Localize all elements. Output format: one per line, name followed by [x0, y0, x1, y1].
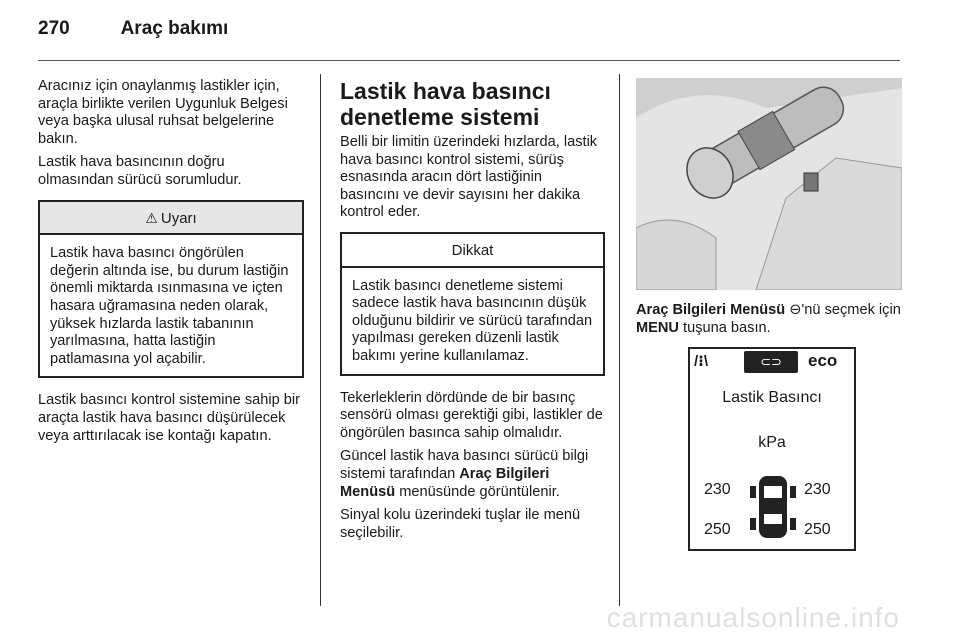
paragraph: Sinyal kolu üzerindeki tuşlar ile menü seçilebilir. — [340, 507, 581, 541]
menu-name: Araç Bilgileri Menüsü — [636, 302, 786, 318]
paragraph: Lastik hava basıncının doğru olmasından sürücü sorumludur. — [38, 154, 242, 188]
notice-title: Dikkat — [342, 234, 603, 268]
page-header — [38, 18, 228, 40]
car-tab-icon: ⊂⊃ — [744, 351, 798, 373]
paragraph: Lastik basıncı kontrol sistemine sahip bir araçta lastik hava basıncı düşürülecek veya arttırılacak ise kontağı kapatın. — [38, 392, 300, 444]
paragraph: Aracınız için onaylanmış lastikler için, araçla birlikte verilen Uygunluk Belgesi veya başka ulusal ruhsat belgelerine bakın. — [38, 78, 288, 147]
header-rule — [38, 60, 900, 61]
notice-box — [340, 232, 605, 376]
column-1 — [38, 78, 304, 451]
caption: Araç Bilgileri Menüsü ⊖'nü seçmek için MENU tuşuna basın. — [636, 302, 901, 336]
eco-tab: eco — [808, 351, 838, 371]
warning-header — [40, 202, 302, 236]
steering-stalk-illustration — [636, 78, 902, 290]
warning-triangle-icon: ⚠ — [145, 209, 158, 226]
rear-left-pressure: 250 — [704, 521, 731, 539]
notice-text: Lastik basıncı denetleme sistemi sadece lastik hava basıncının düşük olduğunu bildirir ve sürücü tarafından yapılması gereken düzenli lastik bakımı yerine kullanılamaz. — [352, 277, 593, 364]
paragraph: Tekerleklerin dördünde de bir basınç sensörü olması gerektiği gibi, lastikler de öngörülen basınca sahip olmalıdır. — [340, 389, 603, 441]
column-3 — [636, 78, 902, 551]
warning-title: Uyarı — [160, 209, 197, 227]
road-icon: /⁝\ — [694, 353, 709, 371]
display-title: Lastik Basıncı — [722, 389, 822, 407]
column-2 — [340, 78, 605, 548]
car-top-view-icon — [750, 474, 796, 540]
tire-pressure-display — [688, 347, 856, 551]
pressure-unit: kPa — [758, 434, 786, 452]
page-title: Araç bakımı — [120, 18, 229, 39]
paragraph: Belli bir limitin üzerindeki hızlarda, lastik hava basıncı kontrol sistemi, sürüş esnasında aracın dört lastiğinin basıncını ve devir sayısını her dakika kontrol eder. — [340, 134, 598, 221]
rear-right-pressure: 250 — [804, 521, 831, 539]
menu-name: Araç Bilgileri Menüsü — [340, 465, 550, 500]
car-menu-icon: ⊖ — [789, 302, 802, 318]
front-right-pressure: 230 — [804, 481, 831, 499]
page-number: 270 — [38, 18, 70, 39]
warning-text: Lastik hava basıncı öngörülen değerin altında ise, bu durum lastiğin önemli miktarda ısınmasına ve içten hasara uğramasına neden olarak, yüksek hızlarda lastik tabanının yarılmasına, hatta lastiğin patlamasına yol açabilir. — [50, 245, 289, 367]
watermark: carmanualsonline.info — [606, 602, 900, 633]
front-left-pressure: 230 — [704, 481, 731, 499]
section-heading: Lastik hava basıncı denetleme sistemi — [340, 78, 551, 130]
menu-button-label: MENU — [636, 319, 679, 336]
column-divider-1 — [320, 74, 321, 606]
paragraph: Güncel lastik hava basıncı sürücü bilgi sistemi tarafından Araç Bilgileri Menüsü menüsünde görüntülenir. — [340, 448, 589, 500]
column-divider-2 — [619, 74, 620, 606]
warning-box — [38, 200, 304, 379]
